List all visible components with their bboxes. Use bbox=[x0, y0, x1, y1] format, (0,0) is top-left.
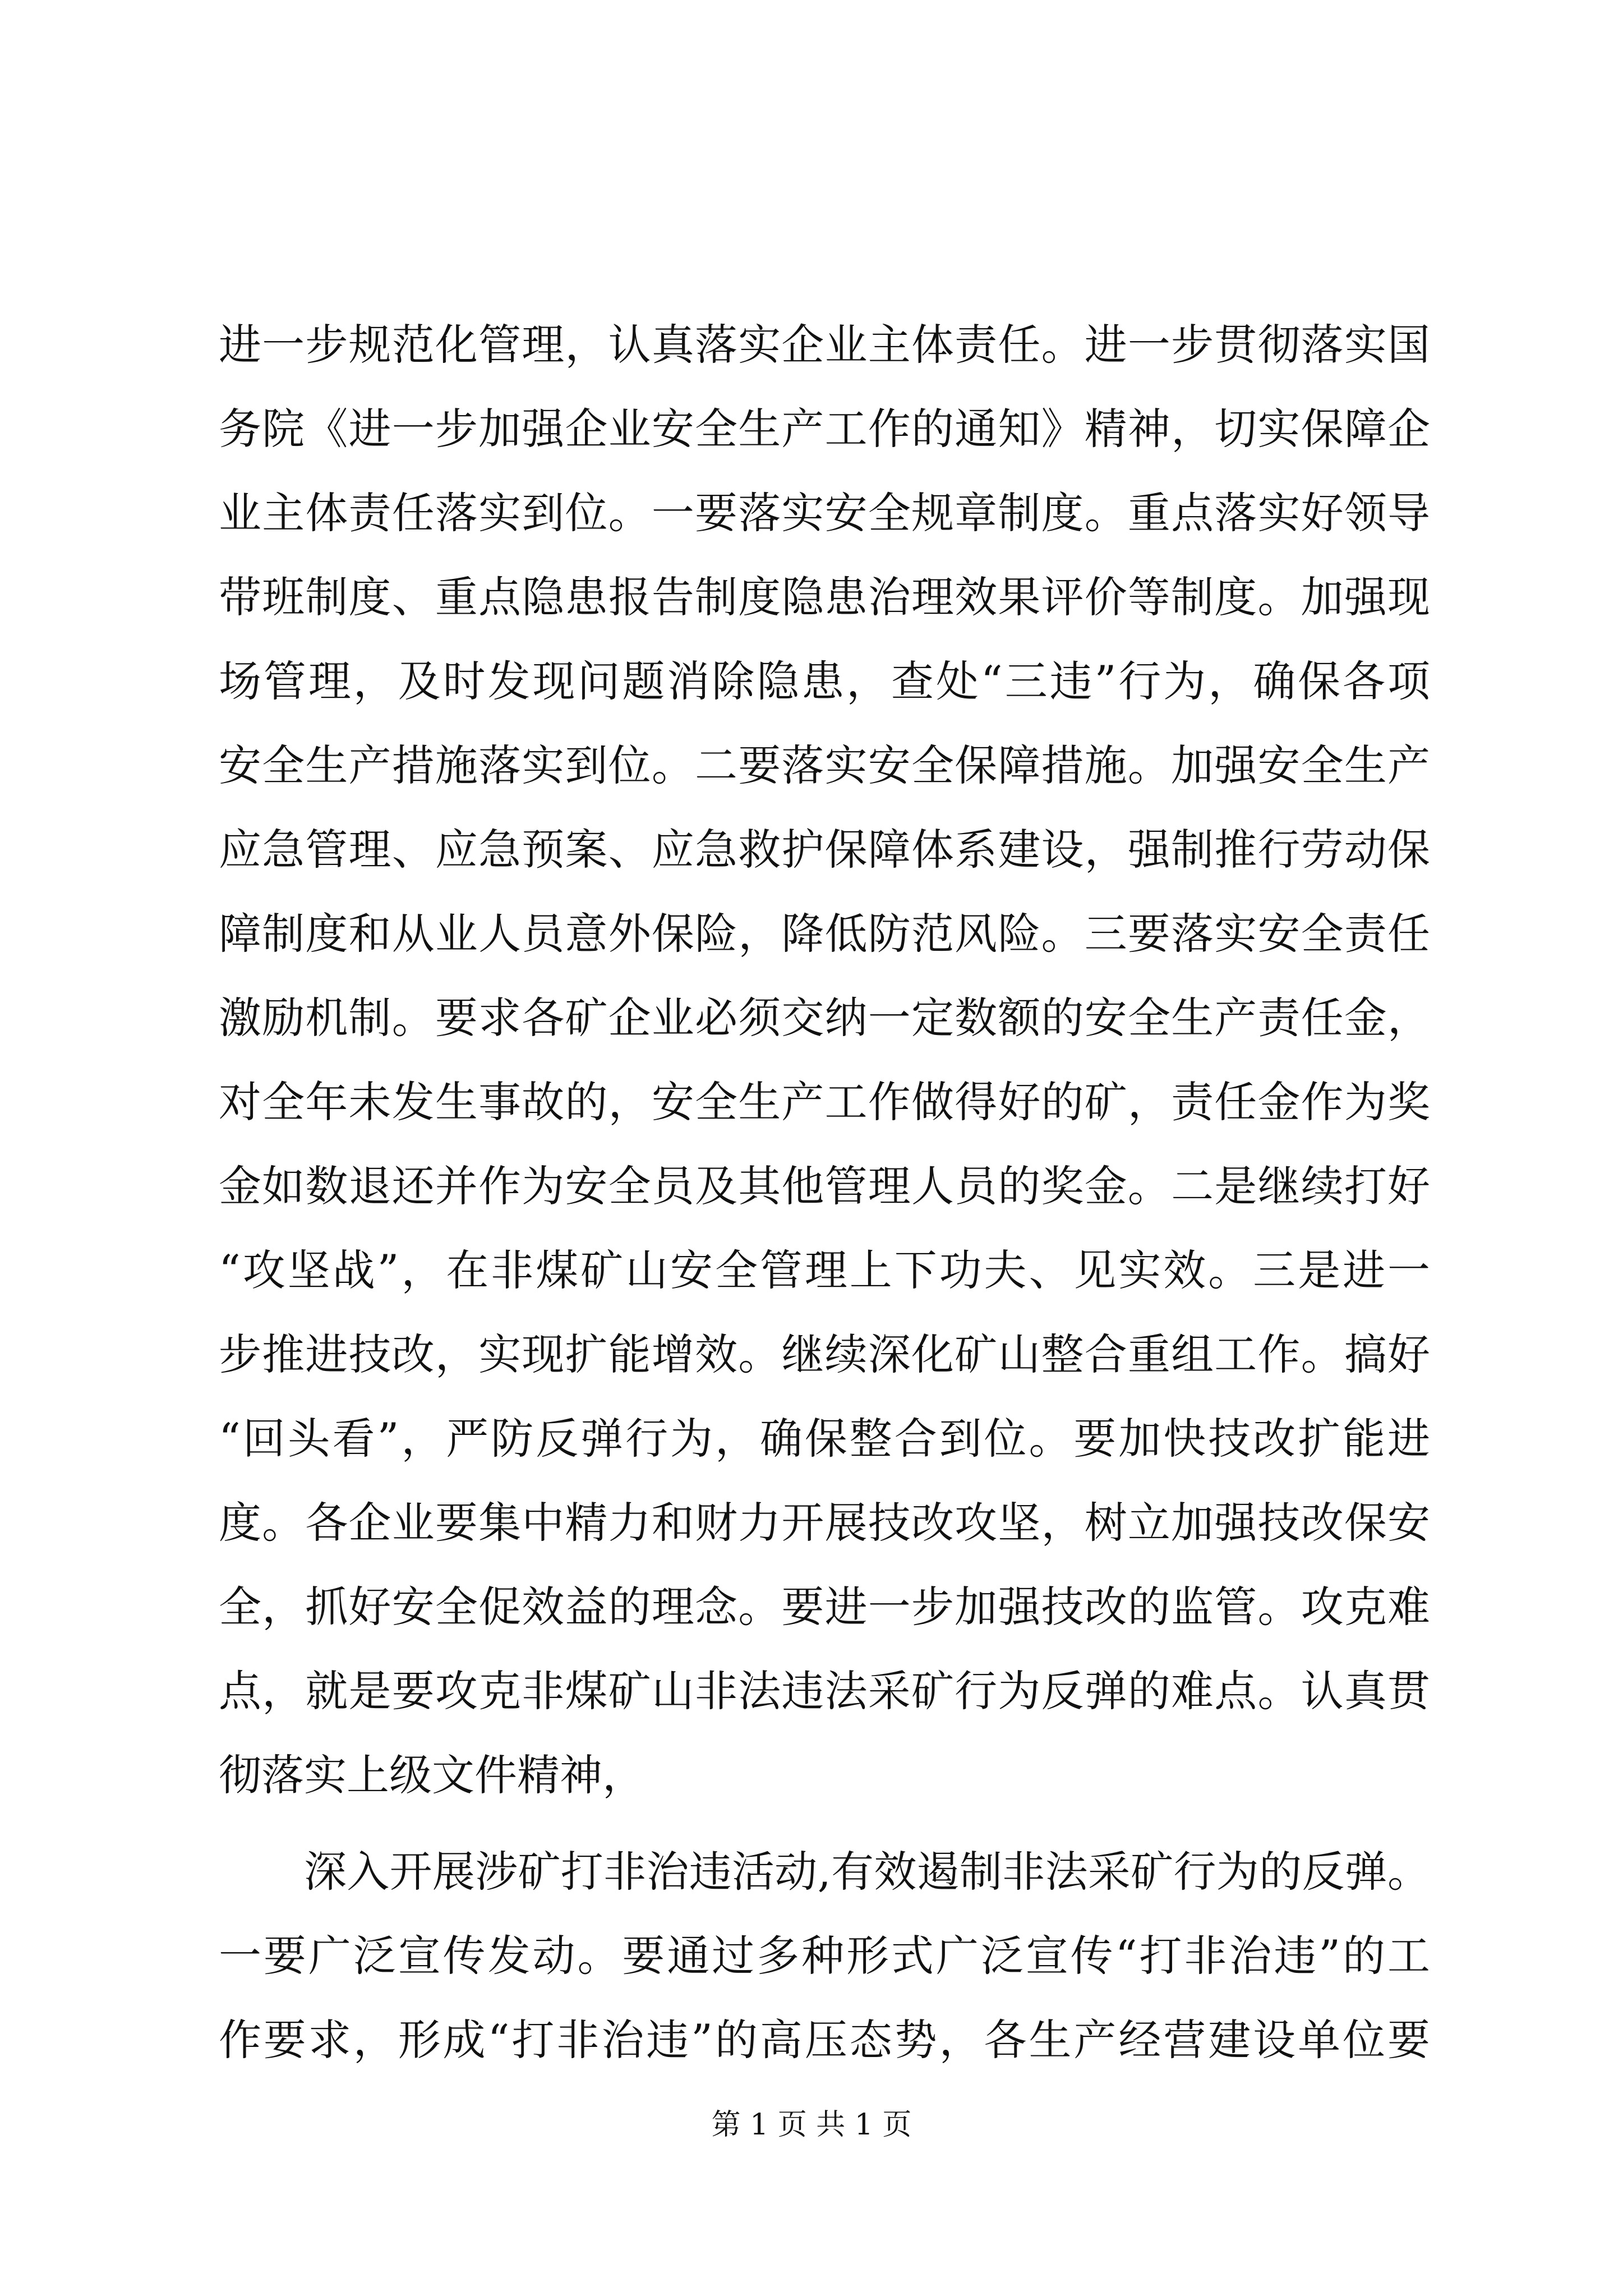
text-line: 度。各企业要集中精力和财力开展技改攻坚，树立加强技改保安 bbox=[219, 1498, 1430, 1548]
paragraph-1 bbox=[219, 303, 1430, 1818]
text-line: 激励机制。要求各矿企业必须交纳一定数额的安全生产责任金， bbox=[219, 993, 1430, 1043]
text-line: 安全生产措施落实到位。二要落实安全保障措施。加强安全生产 bbox=[219, 740, 1430, 790]
paragraph-2 bbox=[219, 1830, 1430, 2082]
text-line: 务院《进一步加强企业安全生产工作的通知》精神，切实保障企 bbox=[219, 404, 1430, 454]
text-line: 作要求，形成“打非治违”的高压态势，各生产经营建设单位要 bbox=[219, 2015, 1430, 2065]
text-line: 业主体责任落实到位。一要落实安全规章制度。重点落实好领导 bbox=[219, 488, 1430, 538]
text-line: 带班制度、重点隐患报告制度隐患治理效果评价等制度。加强现 bbox=[219, 572, 1430, 622]
document-body bbox=[219, 303, 1430, 2082]
text-line: 彻落实上级文件精神， bbox=[219, 1750, 645, 1800]
text-line: 障制度和从业人员意外保险，降低防范风险。三要落实安全责任 bbox=[219, 909, 1430, 959]
text-line: 对全年未发生事故的，安全生产工作做得好的矿，责任金作为奖 bbox=[219, 1077, 1430, 1127]
text-line: 全，抓好安全促效益的理念。要进一步加强技改的监管。攻克难 bbox=[219, 1582, 1430, 1632]
text-line: “回头看”，严防反弹行为，确保整合到位。要加快技改扩能进 bbox=[219, 1414, 1430, 1464]
page-footer: 第 1 页 共 1 页 bbox=[711, 2108, 912, 2142]
paragraph-spacer bbox=[219, 1818, 1430, 1830]
text-line: 场管理，及时发现问题消除隐患，查处“三违”行为，确保各项 bbox=[219, 656, 1430, 706]
text-line: 进一步规范化管理，认真落实企业主体责任。进一步贯彻落实国 bbox=[219, 320, 1430, 370]
text-line: 深入开展涉矿打非治违活动,有效遏制非法采矿行为的反弹。 bbox=[304, 1847, 1430, 1897]
text-line: “攻坚战”，在非煤矿山安全管理上下功夫、见实效。三是进一 bbox=[219, 1245, 1430, 1295]
text-line: 应急管理、应急预案、应急救护保障体系建设，强制推行劳动保 bbox=[219, 825, 1430, 875]
text-line: 步推进技改，实现扩能增效。继续深化矿山整合重组工作。搞好 bbox=[219, 1329, 1430, 1379]
text-line: 金如数退还并作为安全员及其他管理人员的奖金。二是继续打好 bbox=[219, 1161, 1430, 1211]
text-line: 点，就是要攻克非煤矿山非法违法采矿行为反弹的难点。认真贯 bbox=[219, 1666, 1430, 1716]
text-line: 一要广泛宣传发动。要通过多种形式广泛宣传“打非治违”的工 bbox=[219, 1931, 1430, 1981]
